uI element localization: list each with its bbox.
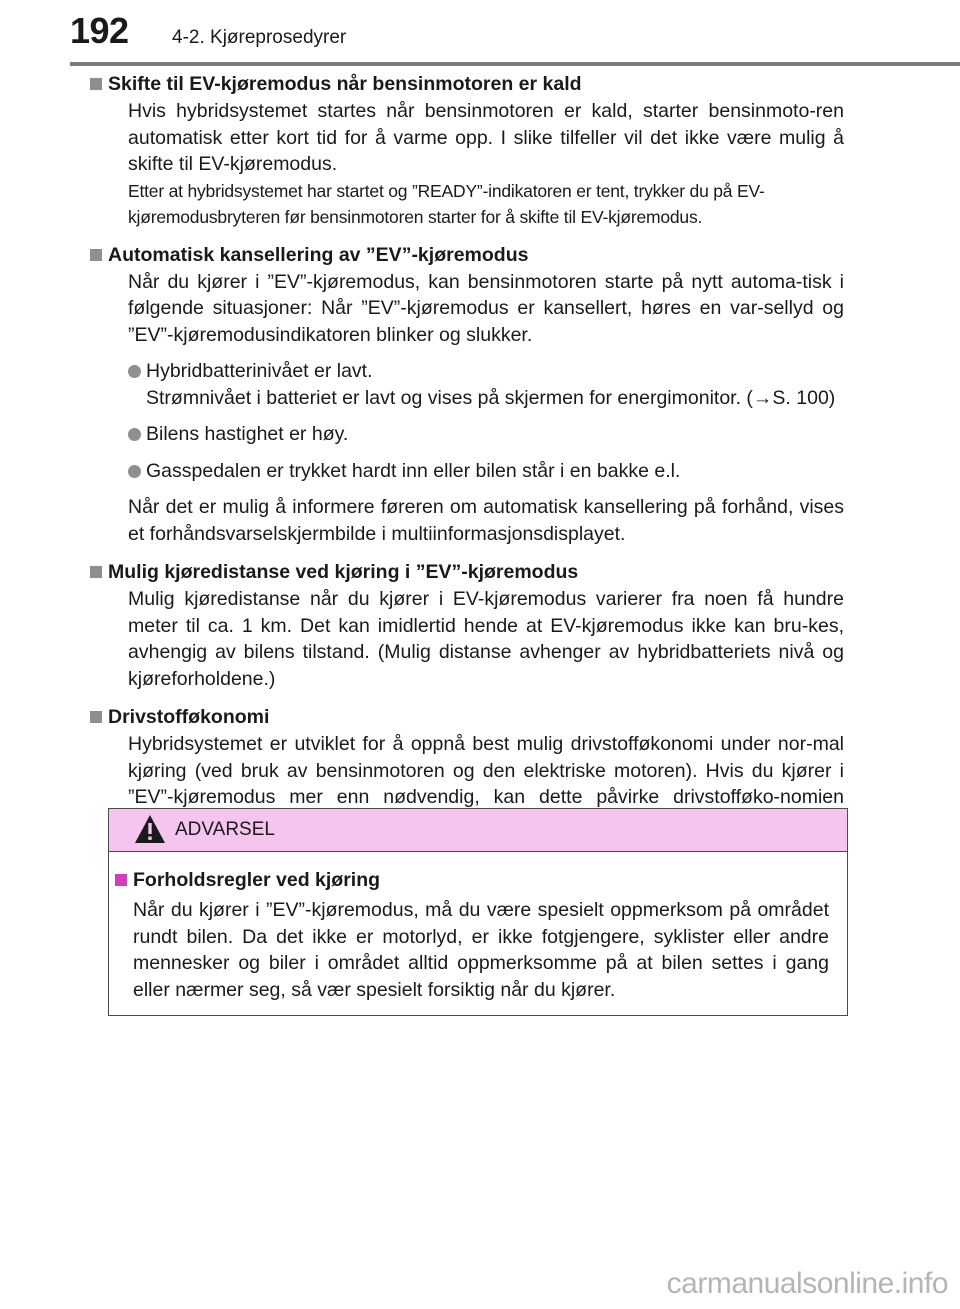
list-item [108,358,844,411]
list-item-detail: Strømnivået i batteriet er lavt og vises på skjermen for energimonitor. (→S. 100) [146,386,836,409]
section-auto-cancel [108,241,844,548]
section-heading-text: Automatisk kansellering av ”EV”-kjøremodus [108,243,529,266]
section-heading [90,70,826,98]
round-bullet-icon [128,428,141,441]
section-paragraph: Når du kjører i ”EV”-kjøremodus, kan bensinmotoren starte på nytt automa-tisk i følgende situasjoner: Når ”EV”-kjøremodus er kansellert, høres en var-sellyd og ”EV”-kjøremodusindikatoren blinker og slukker. [128,270,844,346]
round-bullet-icon [128,465,141,478]
list-item-title: Gasspedalen er trykket hardt inn eller bilen står i en bakke e.l. [146,459,681,482]
section-heading-text: Mulig kjøredistanse ved kjøring i ”EV”-kjøremodus [108,561,579,583]
page-number: 192 [70,10,129,51]
warning-title: ADVARSEL [175,819,275,840]
section-heading-text: Drivstofføkonomi [108,706,270,728]
warning-box [108,808,848,1016]
list-item-title: Bilens hastighet er høy. [146,423,349,445]
chapter-title: 4-2. Kjøreprosedyrer [172,27,347,48]
section-paragraph: Hvis hybridsystemet startes når bensinmotoren er kald, starter bensinmoto-ren automatisk etter kort tid for å varme opp. I slike tilfeller vil det ikke være mulig å skifte til EV-kjøremodus. [128,100,844,175]
section-ev-range [108,558,844,692]
warning-subheading [109,867,847,893]
round-bullet-icon [128,365,141,378]
section-heading-text: Skifte til EV-kjøremodus når bensinmotoren er kald [108,73,582,95]
watermark: carmanualsonline.info [666,1267,948,1300]
square-bullet-icon [90,78,102,90]
list-item [108,458,844,485]
section-note: Etter at hybridsystemet har startet og ”READY”-indikatoren er tent, trykker du på EV-kjøremodusbryteren før bensinmotoren starter for å skifte til EV-kjøremodus. [128,180,765,227]
section-paragraph: Hybridsystemet er utviklet for å oppnå best mulig drivstofføkonomi under nor-mal kjøring (ved bruk av bensinmotoren og den elektriske motoren). Hvis du kjører i ”EV”-kjøremodus mer enn nødvendig, kan dette påvirke drivstofføko-nomien [128,733,844,808]
section-heading [90,241,826,269]
warning-subheading-text: Forholdsregler ved kjøring [133,869,381,891]
section-paragraph: Mulig kjøredistanse når du kjører i EV-kjøremodus varierer fra noen få hundre meter til ca. 1 km. Det kan imidlertid hende at EV-kjøremodus ikke kan bru-kes, avhengig av bilens tilstand. (Mulig distanse avhenger av hybridbatteriets nivå og kjøreforholdene.) [128,588,844,690]
warning-body [109,867,847,1003]
square-bullet-icon [115,874,127,886]
square-bullet-icon [90,566,102,578]
section-heading [90,703,826,731]
section-paragraph: Når det er mulig å informere føreren om automatisk kansellering på forhånd, vises et forhåndsvarselskjermbilde i multiinformasjonsdisplayet. [128,496,844,545]
page-header [0,0,960,66]
main-content [108,66,844,848]
square-bullet-icon [90,711,102,723]
list-item [108,421,844,448]
warning-paragraph: Når du kjører i ”EV”-kjøremodus, må du være spesielt oppmerksom på området rundt bilen. Da det ikke er motorlyd, er ikke fotgjengere, syklister eller andre mennesker og biler i området alltid oppmerksomme på at bilen settes i gang eller nærmer seg, så vær spesielt forsiktig når du kjører. [133,899,829,1001]
warning-header [109,809,847,852]
warning-triangle-icon [133,813,167,845]
square-bullet-icon [90,249,102,261]
section-heading [90,558,826,586]
list-item-title: Hybridbatterinivået er lavt. [146,360,373,382]
section-ev-cold-engine [108,70,844,230]
